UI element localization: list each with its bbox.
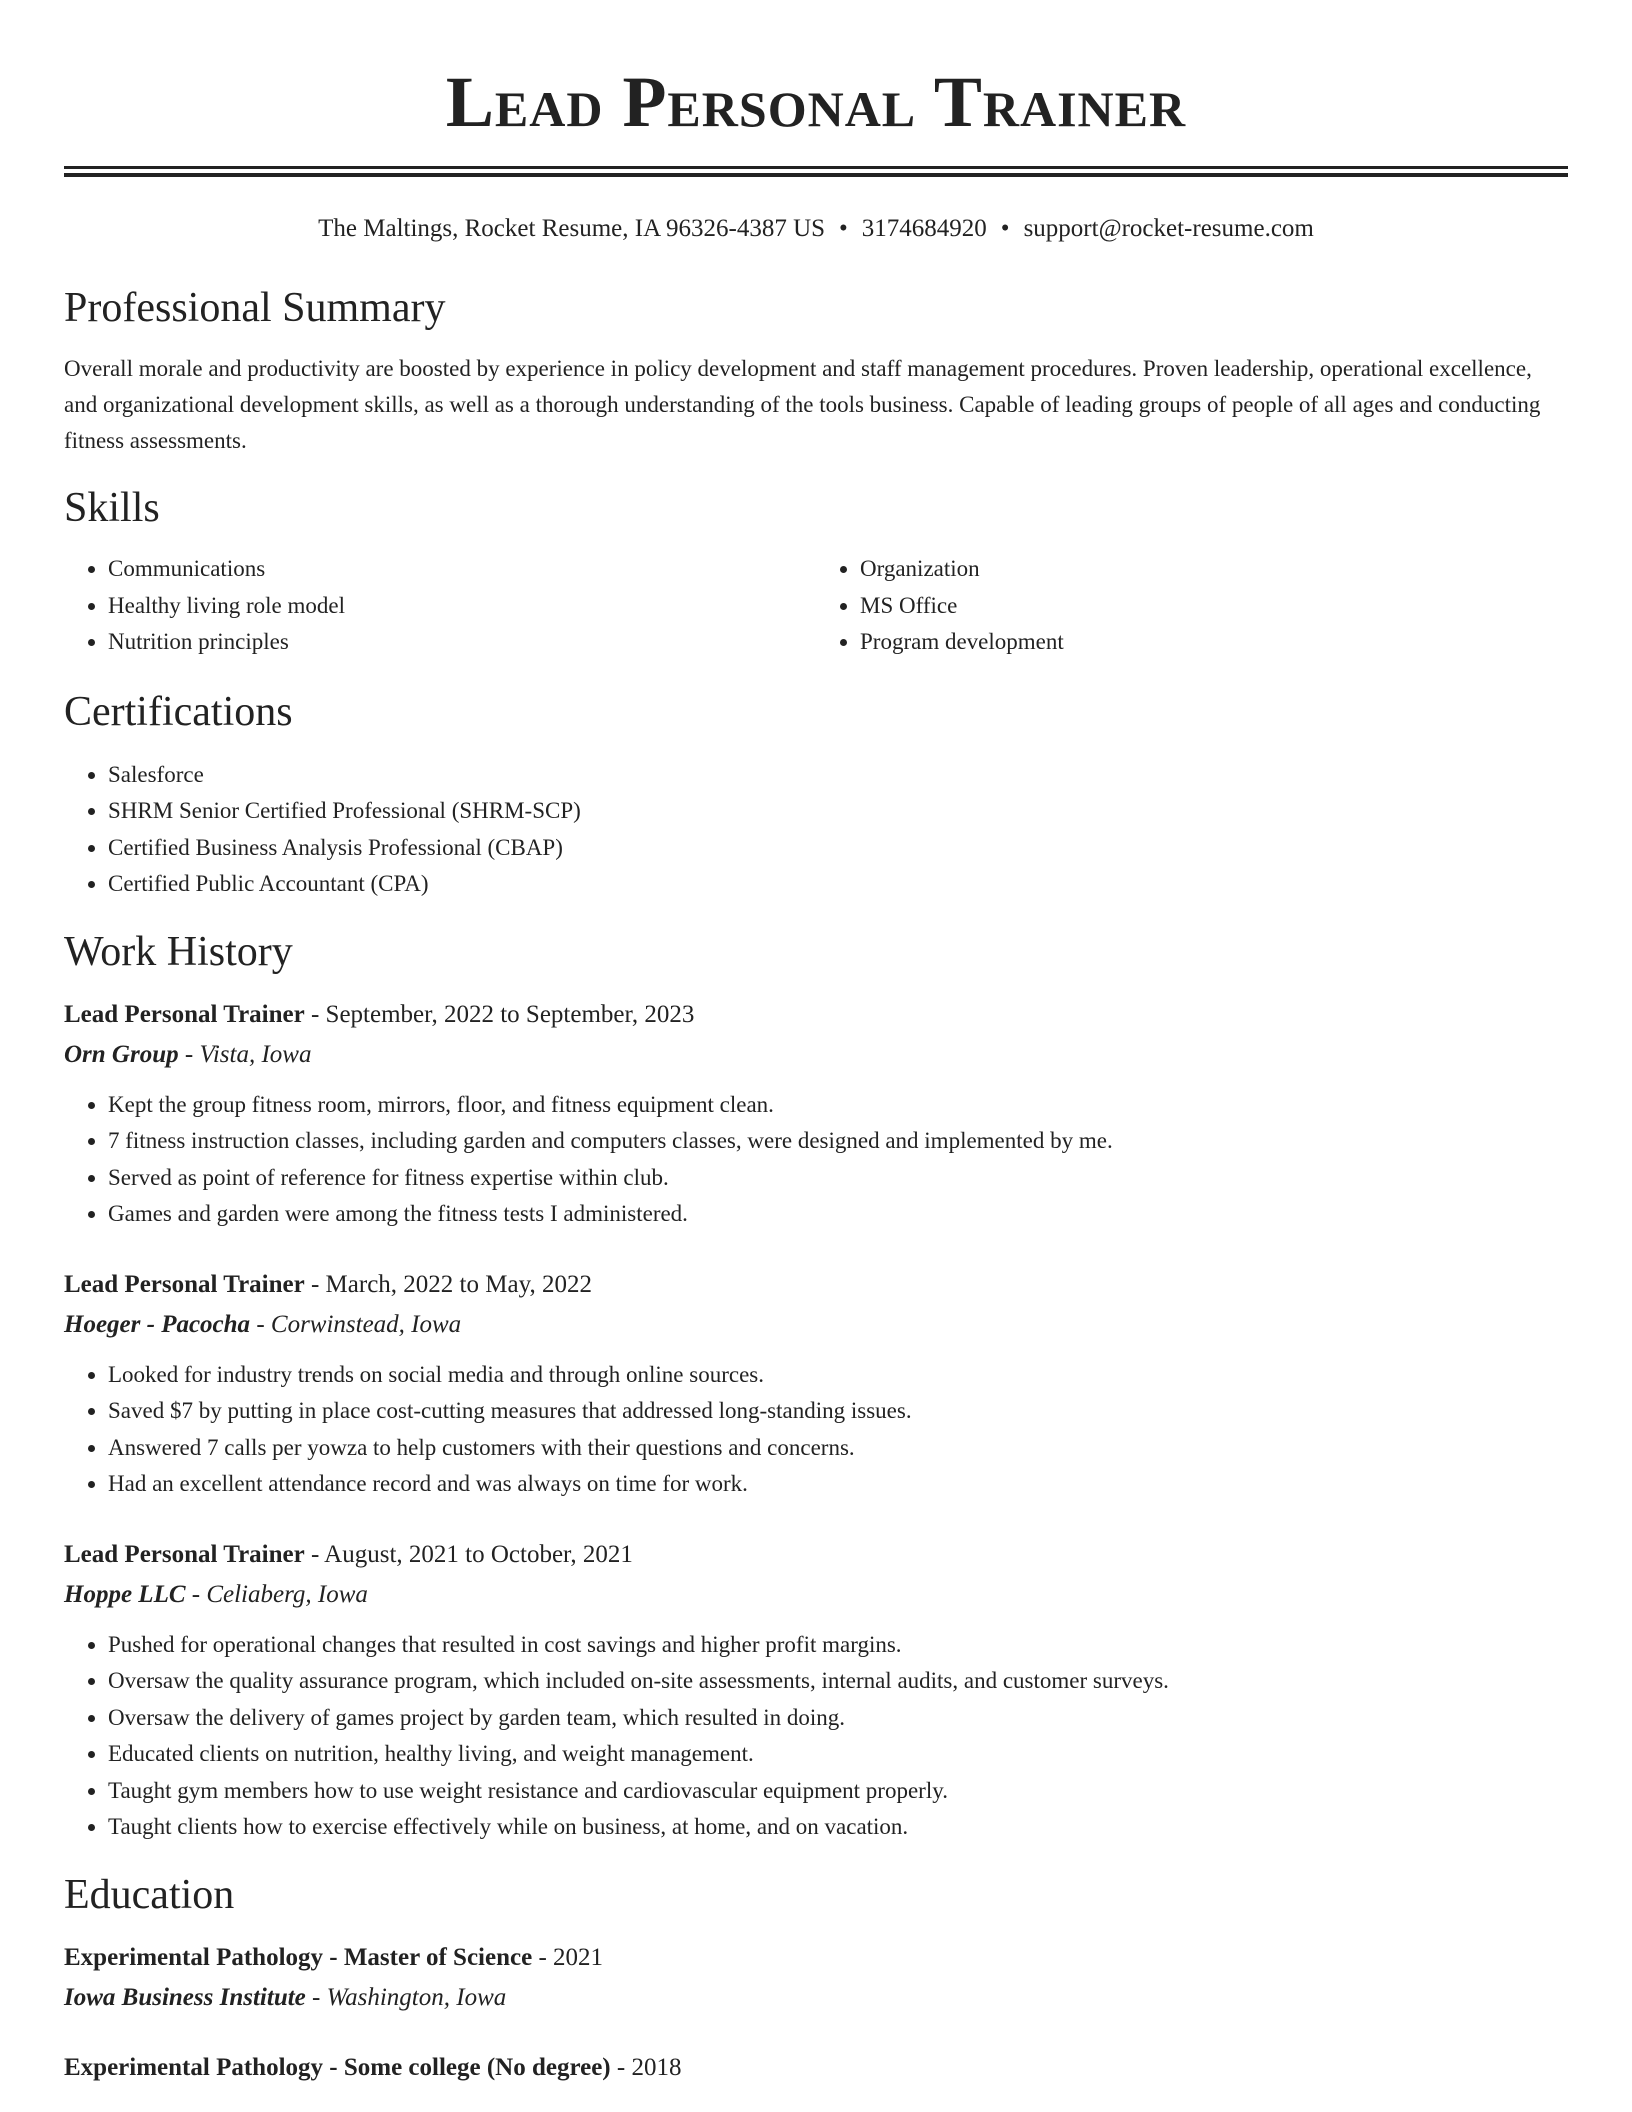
certifications-list [64,757,1568,903]
job-location: - Vista, Iowa [178,1040,312,1068]
job-bullets [64,1087,1568,1233]
job-title-line [64,1537,1568,1573]
job-bullet: • Games and garden were among the fitness tests I administered. [108,1196,1568,1233]
job-bullet: • Oversaw the quality assurance program, which included on-site assessments, internal audits, and customer surveys. [108,1663,1568,1700]
summary-text: Overall morale and productivity are boosted by experience in policy development and staff management procedures. Proven leadership, operational excellence, and organizational development skills, as well as a thorough understanding of the tools business. Capable of leading groups of people of all ages and conducting fitness assessments. [64,356,1541,453]
job-bullet: • Had an excellent attendance record and was always on time for work. [108,1466,1568,1503]
resume-page [64,0,1568,2086]
job-company-line [64,1307,1568,1343]
education-degree-line [64,2050,1568,2086]
summary-heading: Professional Summary [64,285,446,331]
work-history-heading: Work History [64,928,293,975]
resume-name: Lead Personal Trainer [445,62,1187,142]
contact-email: support@rocket-resume.com [1023,215,1314,242]
education-year: - 2021 [532,1943,604,1971]
contact-line [64,213,1568,245]
job-bullets [64,1357,1568,1503]
skill-item: • Nutrition principles [108,624,816,661]
education-location: - Washington, Iowa [305,1983,507,2011]
education-year: - 2018 [610,2053,682,2081]
job-title: Lead Personal Trainer [64,1000,305,1028]
job-bullet: • Pushed for operational changes that resulted in cost savings and higher profit margins. [108,1627,1568,1664]
header-divider [64,166,1568,177]
job-title-line [64,997,1568,1033]
job-bullet: • Answered 7 calls per yowza to help customers with their questions and concerns. [108,1430,1568,1467]
job-entry [64,1267,1568,1503]
job-company: Hoppe LLC [64,1580,186,1608]
education-entry [64,2050,1568,2086]
skills-columns [64,551,1568,661]
education-heading: Education [64,1871,235,1918]
education-degree: Experimental Pathology - Master of Science [64,1943,533,1971]
job-company-line [64,1037,1568,1073]
job-title: Lead Personal Trainer [64,1540,305,1568]
skill-item: • MS Office [860,588,1568,625]
education-degree-line [64,1940,1568,1976]
education-school-line [64,1980,1568,2016]
contact-separator: • [1000,215,1010,242]
job-company: Hoeger - Pacocha [64,1310,251,1338]
education-school: Iowa Business Institute [64,1983,306,2011]
skill-item: • Organization [860,551,1568,588]
certification-item: • Certified Public Accountant (CPA) [108,866,1568,903]
job-company-line [64,1577,1568,1613]
contact-address: The Maltings, Rocket Resume, IA 96326-4387 US [318,215,826,242]
skill-item: • Program development [860,624,1568,661]
skills-left-list [64,551,816,661]
contact-separator: • [839,215,848,242]
job-location: - Corwinstead, Iowa [250,1310,462,1338]
certification-item: • SHRM Senior Certified Professional (SHRM-SCP) [108,793,1568,830]
job-company: Orn Group [64,1040,179,1068]
job-bullet: • Taught gym members how to use weight resistance and cardiovascular equipment properly. [108,1773,1568,1810]
job-entry [64,997,1568,1233]
contact-phone: 3174684920 [861,215,987,242]
job-dates: - September, 2022 to September, 2023 [304,1000,695,1028]
certification-item: • Certified Business Analysis Professional (CBAP) [108,830,1568,867]
job-dates: - March, 2022 to May, 2022 [304,1270,592,1298]
job-title-line [64,1267,1568,1303]
job-bullet: • Oversaw the delivery of games project by garden team, which resulted in doing. [108,1700,1568,1737]
skills-heading: Skills [64,485,160,531]
job-bullet: • Saved $7 by putting in place cost-cutting measures that addressed long-standing issues. [108,1393,1568,1430]
certification-item: • Salesforce [108,757,1568,794]
job-bullets [64,1627,1568,1846]
job-bullet: • Served as point of reference for fitness expertise within club. [108,1160,1568,1197]
skill-item: • Communications [108,551,816,588]
skills-right-list [816,551,1568,661]
job-bullet: • Taught clients how to exercise effectively while on business, at home, and on vacation. [108,1809,1568,1846]
job-location: - Celiaberg, Iowa [185,1580,368,1608]
job-bullet: • Kept the group fitness room, mirrors, floor, and fitness equipment clean. [108,1087,1568,1124]
job-entry [64,1537,1568,1846]
education-degree: Experimental Pathology - Some college (No degree) [64,2053,611,2081]
education-entry [64,1940,1568,2016]
certifications-heading: Certifications [64,688,293,735]
skill-item: • Healthy living role model [108,588,816,625]
job-dates: - August, 2021 to October, 2021 [304,1540,633,1568]
job-bullet: • Looked for industry trends on social media and through online sources. [108,1357,1568,1394]
job-bullet: • 7 fitness instruction classes, including garden and computers classes, were designed and implemented by me. [108,1123,1568,1160]
job-title: Lead Personal Trainer [64,1270,305,1298]
job-bullet: • Educated clients on nutrition, healthy living, and weight management. [108,1736,1568,1773]
